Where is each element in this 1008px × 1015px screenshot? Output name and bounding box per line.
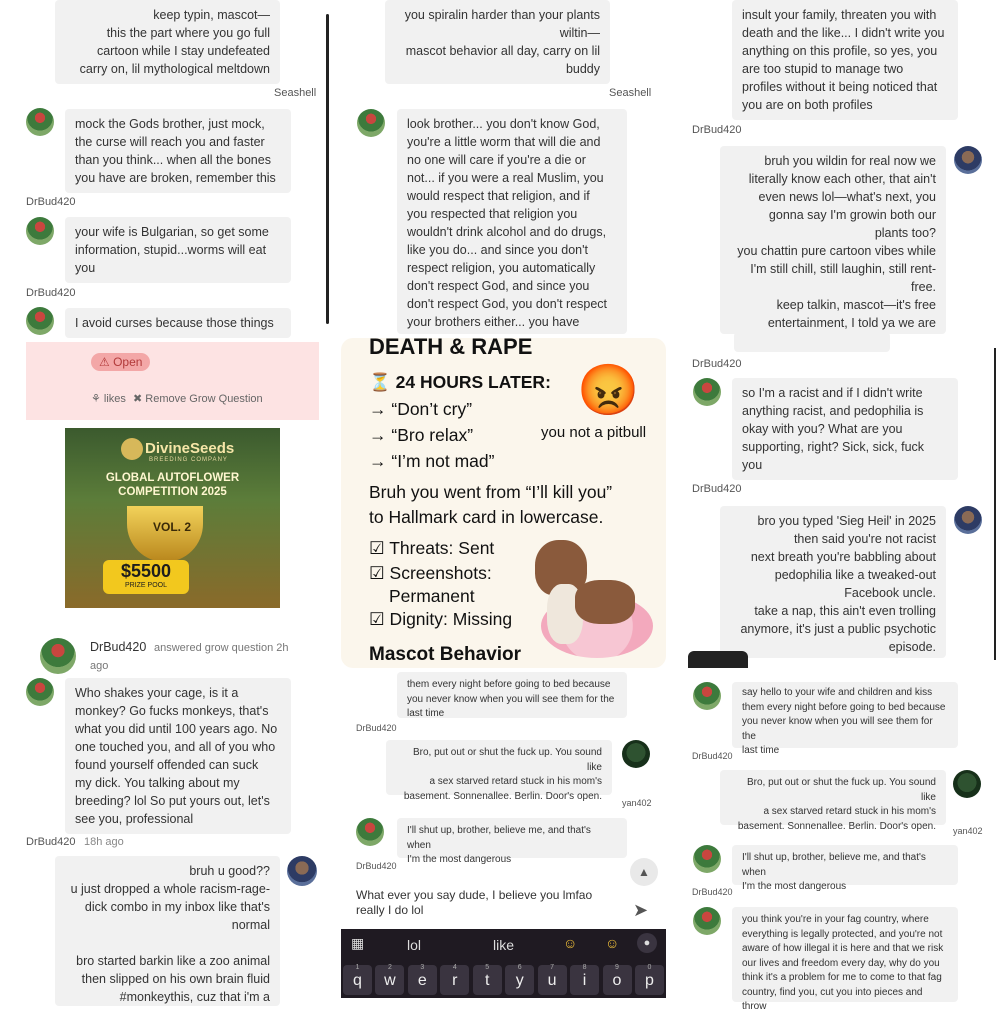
avatar[interactable] <box>693 845 721 873</box>
key-label: w <box>384 972 396 989</box>
message-line: not... if you were a real Muslim, you <box>407 171 604 185</box>
sender-name: DrBud420 <box>692 358 742 370</box>
message-line: than you think... when all the bones <box>75 153 271 167</box>
key-hint: 6 <box>517 964 522 971</box>
message-line: then said you're not racist <box>793 532 936 546</box>
message-bubble <box>732 907 958 1012</box>
message-line: insult your family, threaten you with <box>742 8 937 22</box>
meme-line: ☑ Threats: Sent <box>369 538 495 558</box>
key-hint: 1 <box>355 964 360 971</box>
message-bubble <box>720 770 946 832</box>
message-line: I'm still chill, still laughin, still rent- <box>750 262 936 276</box>
sender-name: DrBud420 <box>692 124 742 136</box>
sender-name: Seashell <box>609 87 652 99</box>
activity-text: answered grow question 2h <box>154 642 289 654</box>
microphone-icon[interactable]: ● <box>637 933 657 953</box>
message-line: I avoid curses because those things <box>75 316 274 330</box>
message-line: keep typin, mascot— <box>153 8 270 22</box>
message-line <box>65 934 270 952</box>
meme-line: ⏳ 24 HOURS LATER: <box>369 372 551 392</box>
message-line: don't respect God, you don't respect <box>407 297 608 311</box>
divider <box>326 14 329 324</box>
message-line: the curse will reach you and faster <box>75 135 265 149</box>
key-label: t <box>485 972 490 989</box>
meme-bottom-text: Mascot Behavior <box>369 644 522 665</box>
sender-name: Seashell <box>274 87 317 99</box>
message-line: country, find you, cut you into pieces and throw <box>742 986 923 1012</box>
tile-meme <box>341 334 666 668</box>
message-line: monkey? Go fucks monkeys, that's <box>75 704 269 718</box>
key-o[interactable] <box>603 965 632 995</box>
emoji-suggestion-icon[interactable]: ☺ <box>605 935 620 951</box>
message-line: bro you typed 'Sieg Heil' in 2025 <box>757 514 936 528</box>
key-label: r <box>452 972 458 989</box>
message-line: a sex starved retard stuck in his mom's <box>763 806 936 817</box>
tile-chat-2 <box>341 0 666 330</box>
message-line: pedophilia like a tweaked-out <box>774 568 936 582</box>
message-line: you have are broken, remember this <box>75 171 276 185</box>
question-header <box>26 342 319 420</box>
message-line: you <box>75 261 96 275</box>
message-line: Who shakes your cage, is it a <box>75 686 239 700</box>
emoji-suggestion-icon[interactable]: ☺ <box>563 935 578 951</box>
message-bubble <box>65 217 291 283</box>
message-line: you never know when you will see them for the <box>407 693 615 705</box>
key-hint: 0 <box>647 964 652 971</box>
activity-user[interactable]: DrBud420 <box>90 640 147 654</box>
pitbull-tutu-image <box>523 534 659 668</box>
message-line: wouldn't drink alcohol and do drugs, <box>407 225 607 239</box>
message-bubble <box>732 682 958 756</box>
message-bubble <box>732 845 958 892</box>
message-bubble <box>65 109 291 193</box>
leaf-icon: ⚘ <box>91 393 104 405</box>
key-label: y <box>515 972 524 989</box>
remove-grow-question-button[interactable] <box>133 392 263 405</box>
tile-chat-1 <box>0 0 330 330</box>
tile-chat-9 <box>680 676 1008 1012</box>
message-line: breeding? lol So put yours out, let's <box>75 794 270 808</box>
message-bubble <box>732 378 958 480</box>
message-line: basement. Sonnenallee. Berlin. Door's open. <box>737 820 936 832</box>
message-line: you never know when you will see them for the <box>742 716 933 742</box>
message-line: anymore, it's just a public psychotic <box>740 622 936 636</box>
message-line: are too stupid to manage two <box>742 62 904 76</box>
avatar[interactable] <box>693 907 721 935</box>
message-line: this the part where you go full <box>106 26 270 40</box>
message-line: basement. Sonnenallee. Berlin. Door's open. <box>403 790 602 802</box>
ad-logo-icon <box>121 438 143 460</box>
tile-chat-7 <box>0 676 330 1008</box>
suggestion-lol[interactable]: lol <box>407 937 422 953</box>
message-bubble <box>734 332 890 352</box>
message-line: mock the Gods brother, just mock, <box>75 117 265 131</box>
meme-line: ☑ Dignity: Missing <box>369 609 513 629</box>
message-line: would respect that religion, and if <box>407 189 590 203</box>
message-line: profiles without it being noticed that <box>742 80 938 94</box>
message-line: information, stupid...worms will eat <box>75 243 267 257</box>
avatar[interactable] <box>26 678 54 706</box>
key-hint: 2 <box>387 964 392 971</box>
message-line: I'll shut up, brother, believe me, and that's when <box>407 825 591 851</box>
avatar[interactable] <box>693 682 721 710</box>
message-bubble <box>397 109 627 334</box>
message-line: my dick. You talking about my <box>75 776 240 790</box>
prize-sub: PRIZE POOL <box>124 582 167 589</box>
message-line: respect religion, you automatically <box>407 261 596 275</box>
key-label: p <box>644 972 654 989</box>
meme-line: → “Don’t cry” <box>369 399 473 419</box>
message-line: normal <box>231 918 270 932</box>
message-line: I'm the most dangerous <box>407 854 512 865</box>
message-line: Bro, put out or shut the fuck up. You sound like <box>746 777 936 803</box>
competition-ad-image[interactable] <box>65 428 280 608</box>
sender-name: DrBud420 <box>356 723 397 733</box>
avatar[interactable] <box>40 638 76 674</box>
dog-body <box>575 580 635 624</box>
ad-volume: VOL. 2 <box>153 520 192 534</box>
key-hint: 8 <box>582 964 587 971</box>
key-label: u <box>547 972 557 989</box>
message-line: one touched you, and all of you who <box>75 740 276 754</box>
key-r[interactable] <box>440 965 469 995</box>
message-line: bro started barkin like a zoo animal <box>76 954 270 968</box>
phone-thumbnail <box>688 651 748 668</box>
key-label: o <box>612 972 622 989</box>
key-hint: 3 <box>420 964 425 971</box>
prize-amount: $5500 <box>120 561 172 581</box>
key-p[interactable] <box>635 965 664 995</box>
prize-badge <box>103 560 189 594</box>
message-bubble <box>55 856 280 1006</box>
meme-line: → “I’m not mad” <box>369 451 495 471</box>
sender-name: DrBud420 <box>26 836 76 848</box>
remove-label: Remove Grow Question <box>145 393 263 405</box>
apps-icon[interactable]: ▦ <box>351 935 365 951</box>
avatar[interactable] <box>622 740 650 768</box>
send-button[interactable] <box>633 900 648 921</box>
tile-chat-8 <box>341 676 666 998</box>
message-bubble <box>720 506 946 658</box>
message-line: u just dropped a whole racism-rage- <box>70 882 270 896</box>
message-line: bruh u good?? <box>189 864 270 878</box>
message-line: a sex starved retard stuck in his mom's <box>429 776 602 787</box>
key-w[interactable] <box>375 965 404 995</box>
message-line: supporting, right? Sick, sick, fuck <box>742 440 925 454</box>
keyboard-row <box>343 965 664 995</box>
message-line: you're a little worm that will die and <box>407 135 601 149</box>
message-line: see you, professional <box>75 812 194 826</box>
avatar[interactable] <box>357 109 385 137</box>
message-line: aware of how illegal it is here and that we risk <box>742 943 944 954</box>
key-hint: 9 <box>615 964 619 971</box>
message-line: I'll shut up, brother, believe me, and that's when <box>742 852 926 878</box>
avatar[interactable] <box>356 818 384 846</box>
open-status-badge[interactable]: ⚠ Open <box>91 353 150 371</box>
avatar[interactable] <box>693 378 721 406</box>
message-bubble <box>397 818 627 865</box>
message-line: wiltin— <box>559 26 600 40</box>
message-bubble <box>720 146 946 334</box>
ad-brand: DivineSeeds <box>145 440 235 457</box>
avatar[interactable] <box>287 856 317 886</box>
key-hint: 5 <box>485 964 490 971</box>
meme-line: to Hallmark card in lowercase. <box>369 507 604 527</box>
meme-line: → “Bro relax” <box>369 425 474 445</box>
message-line: buddy <box>565 62 600 76</box>
message-line: you <box>742 458 763 472</box>
sender-name: DrBud420 <box>26 196 76 208</box>
avatar[interactable] <box>954 506 982 534</box>
ad-brand-sub: BREEDING COMPANY <box>149 457 228 463</box>
message-line: Bro, put out or shut the fuck up. You sound like <box>412 747 602 773</box>
message-line: carry on, lil mythological meltdown <box>79 62 270 76</box>
key-q[interactable] <box>343 965 372 995</box>
message-line: free. <box>910 280 936 294</box>
message-line: Facebook uncle. <box>844 586 936 600</box>
message-line: what you did until 100 years ago. No <box>75 722 278 736</box>
angry-emoji-icon: 😡 <box>577 362 640 418</box>
message-line: okay with you? What are you <box>742 422 903 436</box>
trophy-icon <box>127 506 203 562</box>
key-hint: 7 <box>550 964 555 971</box>
tile-chat-3 <box>680 0 1008 330</box>
tile-grow-question <box>0 338 330 672</box>
meme-caption: you not a pitbull <box>541 424 647 441</box>
message-bubble <box>386 740 612 802</box>
message-line: I'm the most dangerous <box>742 881 847 892</box>
avatar[interactable] <box>26 307 54 335</box>
message-line: our lives and freedom every day, why do you <box>742 957 940 969</box>
key-i[interactable] <box>570 965 599 995</box>
keyboard <box>341 929 666 998</box>
message-line: then slipped on his own brain fluid <box>81 972 270 986</box>
avatar[interactable] <box>953 770 981 798</box>
message-line: you respected that religion you <box>407 207 578 221</box>
message-line: so I'm a racist and if I didn't write <box>742 386 923 400</box>
sender-name: DrBud420 <box>692 887 733 897</box>
message-line: no one will care if you're a die or <box>407 153 586 167</box>
meme-line: Permanent <box>389 586 475 606</box>
message-line: found yourself offended can suck <box>75 758 259 772</box>
message-line: you spiralin harder than your plants <box>404 8 600 22</box>
message-line: even news lol—what's next, you <box>758 190 936 204</box>
ad-title-1: GLOBAL AUTOFLOWER <box>105 472 240 484</box>
message-line: your brothers either... you have <box>407 315 580 329</box>
message-line: say hello to your wife and children and kiss <box>742 687 933 698</box>
message-line: think it's a problem for me to come to that fag <box>742 972 942 983</box>
key-label: e <box>417 972 427 989</box>
message-line: you chattin pure cartoon vibes while <box>737 244 936 258</box>
message-line: mascot behavior all day, carry on lil <box>405 44 600 58</box>
message-line: cartoon while I stay undefeated <box>96 44 270 58</box>
message-line: anything on this profile, so yes, you <box>742 44 938 58</box>
avatar[interactable] <box>26 108 54 136</box>
message-line: #monkeythis, cuz that i'm a <box>119 990 270 1004</box>
message-line: look brother... you don't know God, <box>407 117 600 131</box>
message-input[interactable]: What ever you say dude, I believe you lmfao really I do lol <box>356 888 593 917</box>
message-line: entertainment, I told ya we are <box>767 316 936 330</box>
tile-chat-6 <box>680 338 1008 668</box>
likes-button[interactable] <box>91 392 126 405</box>
key-u[interactable] <box>538 965 567 995</box>
message-line: bruh you wildin for real now we <box>764 154 936 168</box>
message-line: death and the like... I didn't write you <box>742 26 945 40</box>
avatar[interactable] <box>954 146 982 174</box>
message-line: next breath you're babbling about <box>750 550 936 564</box>
sender-name: DrBud420 <box>692 483 742 495</box>
chevron-up-icon: ▲ <box>638 865 650 879</box>
message-line: you are on both profiles <box>742 98 873 112</box>
message-bubble <box>65 308 291 338</box>
message-line: you think you're in your fag country, where <box>742 914 929 925</box>
activity-text-2: ago <box>90 660 109 672</box>
close-icon: ✖ <box>133 393 146 405</box>
key-hint: 4 <box>452 964 457 971</box>
message-timestamp: 18h ago <box>84 836 124 848</box>
key-e[interactable] <box>408 965 437 995</box>
message-line: gonna say I'm growin both our <box>768 208 936 222</box>
message-line: dick combo in my inbox like that's <box>84 900 270 914</box>
meme-line: Bruh you went from “I’ll kill you” <box>369 482 613 502</box>
key-y[interactable] <box>505 965 534 995</box>
sender-name: yan402 <box>953 826 983 836</box>
message-bubble <box>55 0 280 84</box>
ad-title-2: COMPETITION 2025 <box>118 486 227 498</box>
sender-name: DrBud420 <box>356 861 397 871</box>
message-line: them every night before going to bed because <box>742 701 946 713</box>
scroll-up-button[interactable] <box>630 858 658 886</box>
send-icon: ➤ <box>633 900 649 920</box>
suggestion-like[interactable]: like <box>493 937 515 953</box>
meme-top-text: DEATH & RAPE <box>369 334 533 359</box>
message-line: don't respect God, and since you <box>407 279 590 293</box>
message-line: literally know each other, that ain't <box>748 172 936 186</box>
message-bubble <box>65 678 291 834</box>
message-line: everything is legally protected, and you're not <box>742 928 943 940</box>
message-bubble <box>397 672 627 718</box>
message-line: plants too? <box>874 226 936 240</box>
key-label: i <box>582 972 587 989</box>
avatar[interactable] <box>26 217 54 245</box>
message-bubble <box>385 0 610 84</box>
message-line: last time <box>407 708 445 719</box>
message-line: your wife is Bulgarian, so get some <box>75 225 269 239</box>
divider <box>994 348 996 660</box>
message-line: like you do... and since you don't <box>407 243 588 257</box>
message-line: last time <box>742 745 780 756</box>
sender-name: yan402 <box>622 798 652 808</box>
message-line: anything racist, and pedophilia is <box>742 404 924 418</box>
sender-name: DrBud420 <box>26 287 76 299</box>
message-bubble <box>732 0 958 120</box>
likes-label: likes <box>103 393 126 405</box>
key-t[interactable] <box>473 965 502 995</box>
meme-line: ☑ Screenshots: <box>369 563 492 583</box>
sender-name: DrBud420 <box>692 751 733 761</box>
message-line: them every night before going to bed because <box>407 679 611 690</box>
key-label: q <box>353 972 362 989</box>
message-line: episode. <box>888 640 936 654</box>
message-line: take a nap, this ain't even trolling <box>754 604 936 618</box>
message-line: keep talkin, mascot—it's free <box>776 298 936 312</box>
